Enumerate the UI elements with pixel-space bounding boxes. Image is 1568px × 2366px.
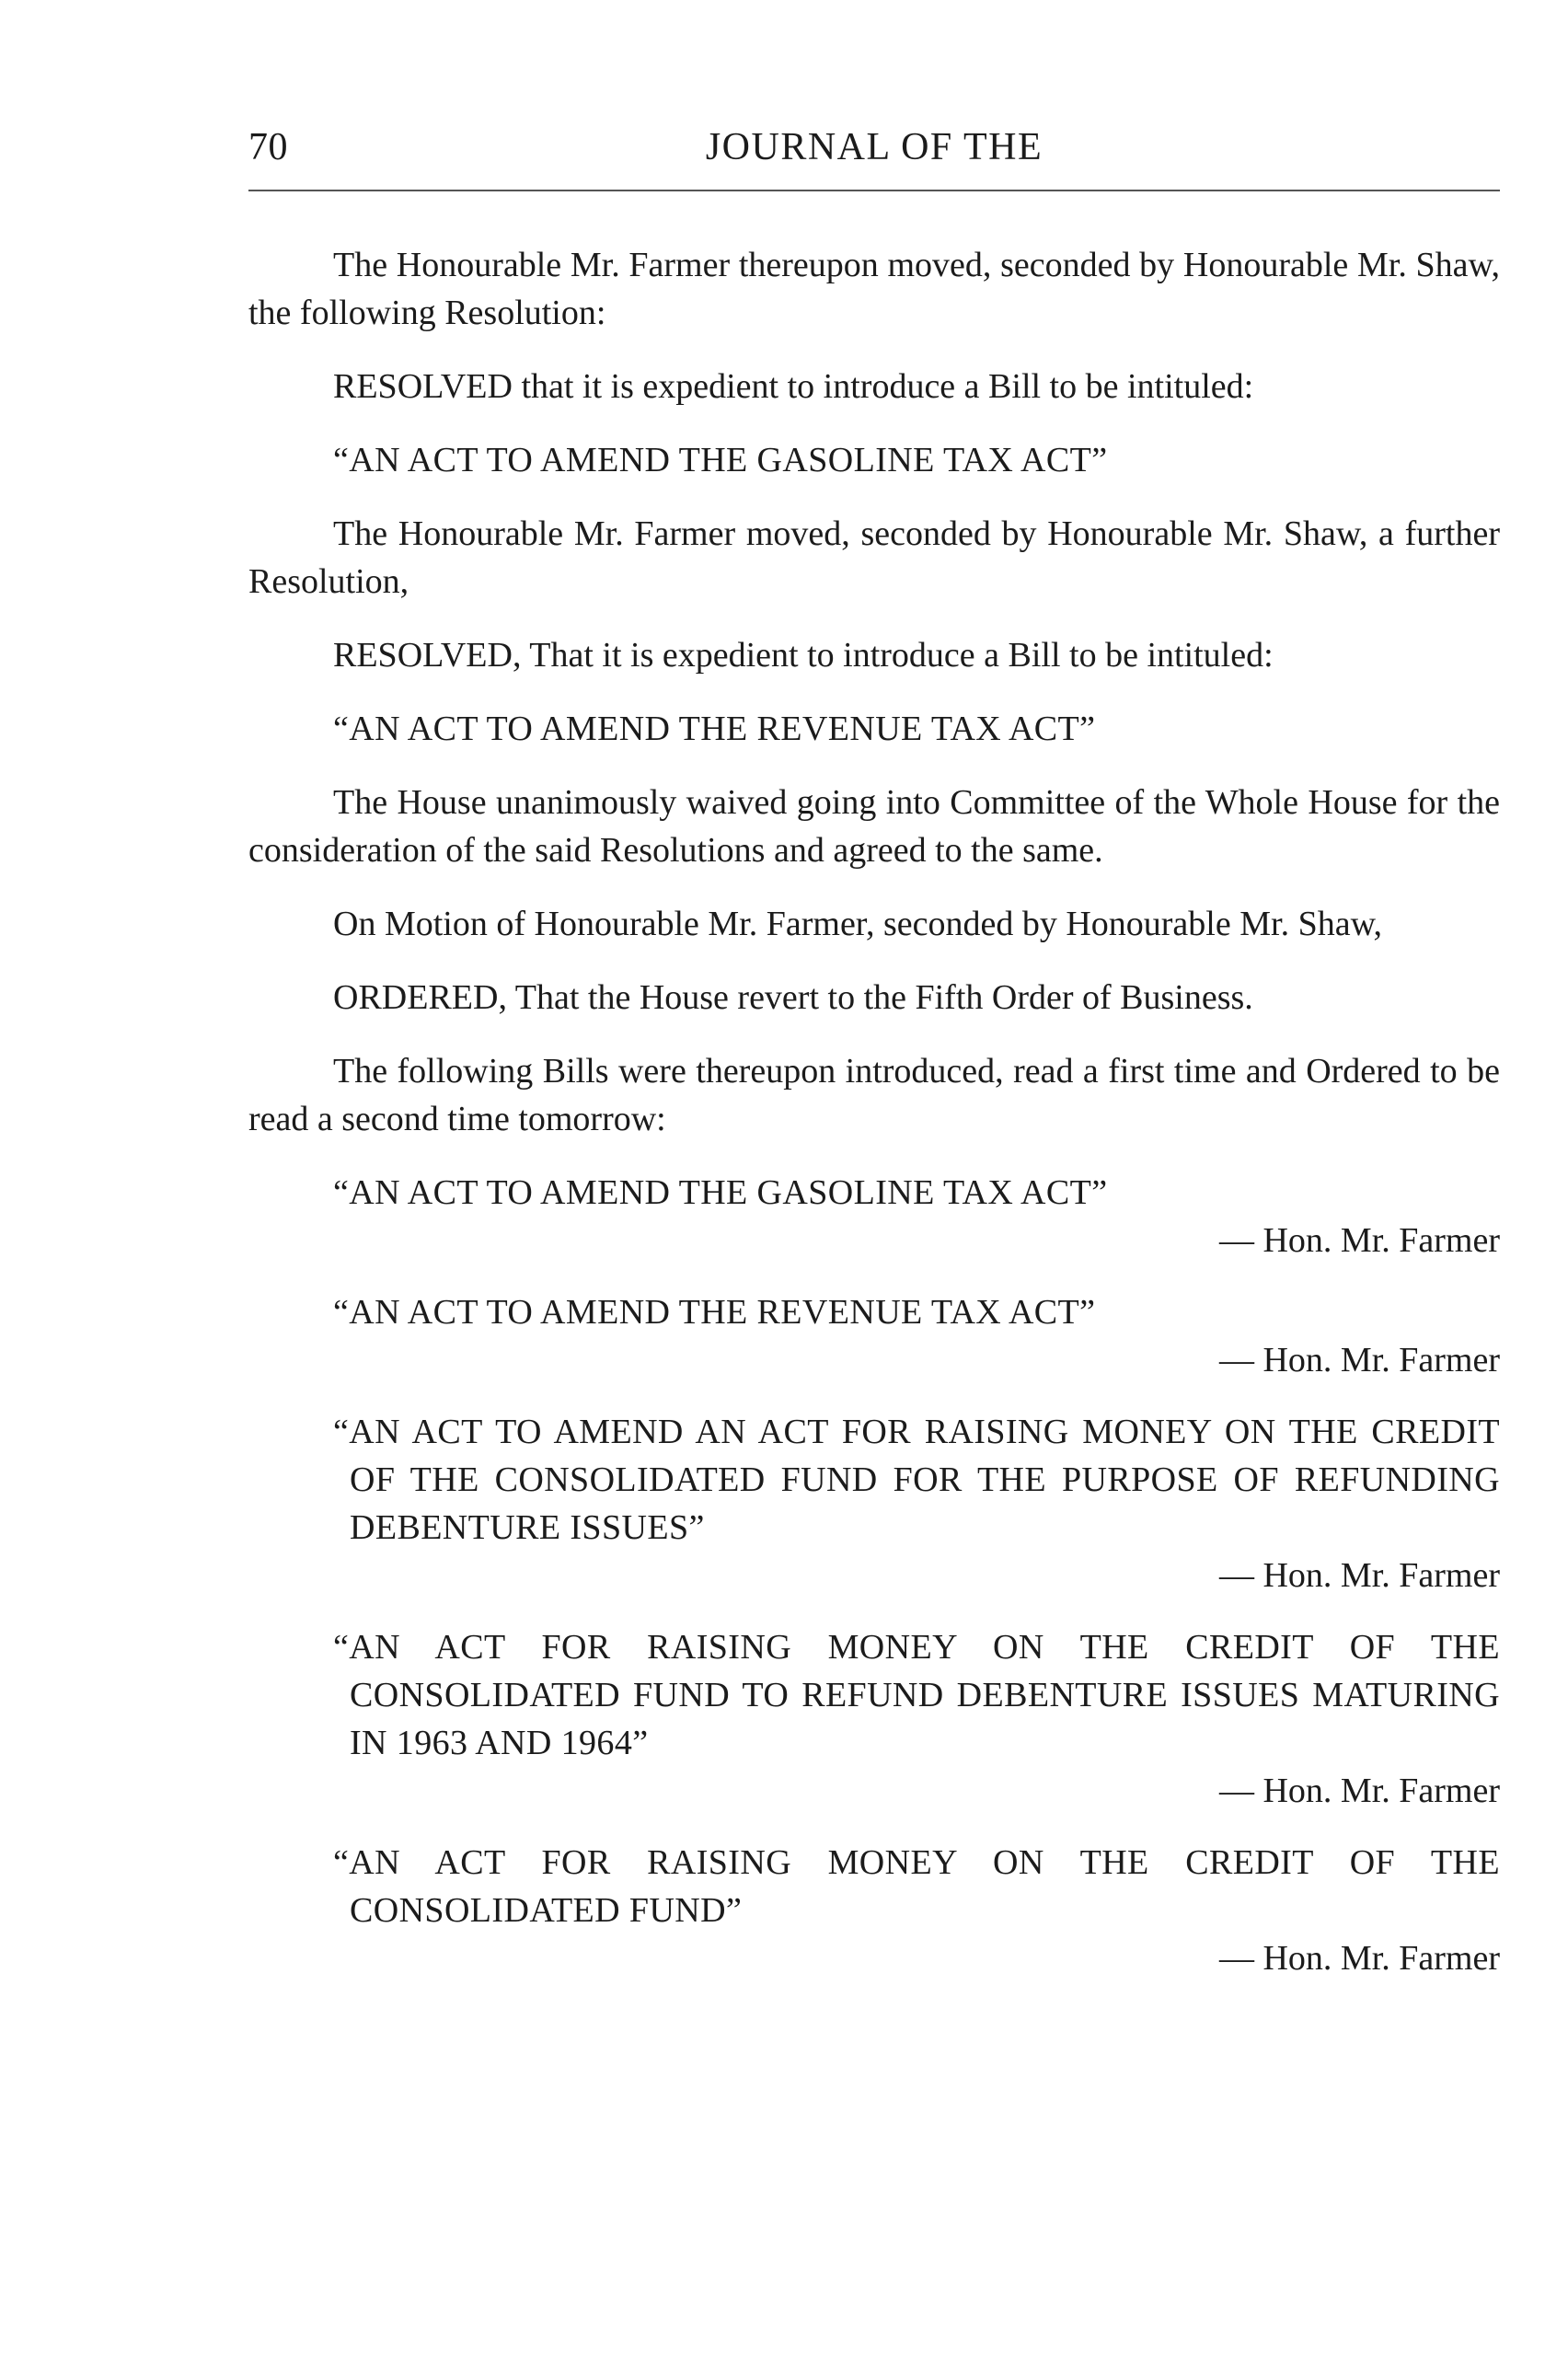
bill-title: “AN ACT TO AMEND THE REVENUE TAX ACT” bbox=[333, 1293, 1096, 1332]
paragraph-resolved-1: RESOLVED that it is expedient to introduce a Bill to be intituled: bbox=[333, 367, 1254, 406]
paragraph-motion: On Motion of Honourable Mr. Farmer, seconded by Honourable Mr. Shaw, bbox=[333, 905, 1383, 943]
page-header bbox=[248, 118, 1500, 184]
bill-title: “AN ACT FOR RAISING MONEY ON THE CREDIT OF THE CONSOLIDATED FUND TO REFUND DEBENTURE ISSUES MATURING IN 1963 AND 1964” bbox=[333, 1628, 1500, 1762]
page-number: 70 bbox=[248, 126, 288, 168]
journal-page bbox=[248, 118, 1500, 2006]
bill-sponsor: — Hon. Mr. Farmer bbox=[1218, 1221, 1500, 1260]
paragraph-ordered: ORDERED, That the House revert to the Fifth Order of Business. bbox=[333, 978, 1253, 1017]
bill-title: “AN ACT TO AMEND AN ACT FOR RAISING MONEY ON THE CREDIT OF THE CONSOLIDATED FUND FOR THE PURPOSE OF REFUNDING DEBENTURE ISSUES” bbox=[333, 1413, 1500, 1547]
paragraph-resolved-2: RESOLVED, That it is expedient to introduce a Bill to be intituled: bbox=[333, 636, 1274, 675]
bill-sponsor: — Hon. Mr. Farmer bbox=[1218, 1556, 1500, 1595]
paragraph-committee-waived: The House unanimously waived going into Committee of the Whole House for the consideration of the said Resolutions and agreed to the same. bbox=[248, 783, 1500, 870]
act-title-revenue: “AN ACT TO AMEND THE REVENUE TAX ACT” bbox=[333, 710, 1096, 748]
bill-sponsor: — Hon. Mr. Farmer bbox=[1218, 1939, 1500, 1978]
body-text bbox=[248, 241, 1500, 1143]
bill-sponsor: — Hon. Mr. Farmer bbox=[1218, 1772, 1500, 1810]
bill-item bbox=[248, 1839, 1500, 1982]
paragraph-further-resolution: The Honourable Mr. Farmer moved, seconded by Honourable Mr. Shaw, a further Resolution, bbox=[248, 514, 1500, 601]
paragraph-bills-introduced: The following Bills were thereupon introduced, read a first time and Ordered to be read a second time tomorrow: bbox=[248, 1052, 1500, 1138]
paragraph-resolution-motion: The Honourable Mr. Farmer thereupon moved, seconded by Honourable Mr. Shaw, the following Resolution: bbox=[248, 246, 1500, 332]
bill-item bbox=[248, 1408, 1500, 1599]
running-head: JOURNAL OF THE bbox=[705, 126, 1043, 168]
bill-title: “AN ACT TO AMEND THE GASOLINE TAX ACT” bbox=[333, 1173, 1108, 1212]
act-title-gasoline: “AN ACT TO AMEND THE GASOLINE TAX ACT” bbox=[333, 441, 1108, 479]
bills-list bbox=[248, 1169, 1500, 1982]
bill-item bbox=[248, 1288, 1500, 1384]
bill-title: “AN ACT FOR RAISING MONEY ON THE CREDIT OF THE CONSOLIDATED FUND” bbox=[333, 1843, 1500, 1930]
bill-item bbox=[248, 1169, 1500, 1264]
header-rule bbox=[248, 190, 1500, 191]
bill-sponsor: — Hon. Mr. Farmer bbox=[1218, 1341, 1500, 1379]
bill-item bbox=[248, 1623, 1500, 1815]
